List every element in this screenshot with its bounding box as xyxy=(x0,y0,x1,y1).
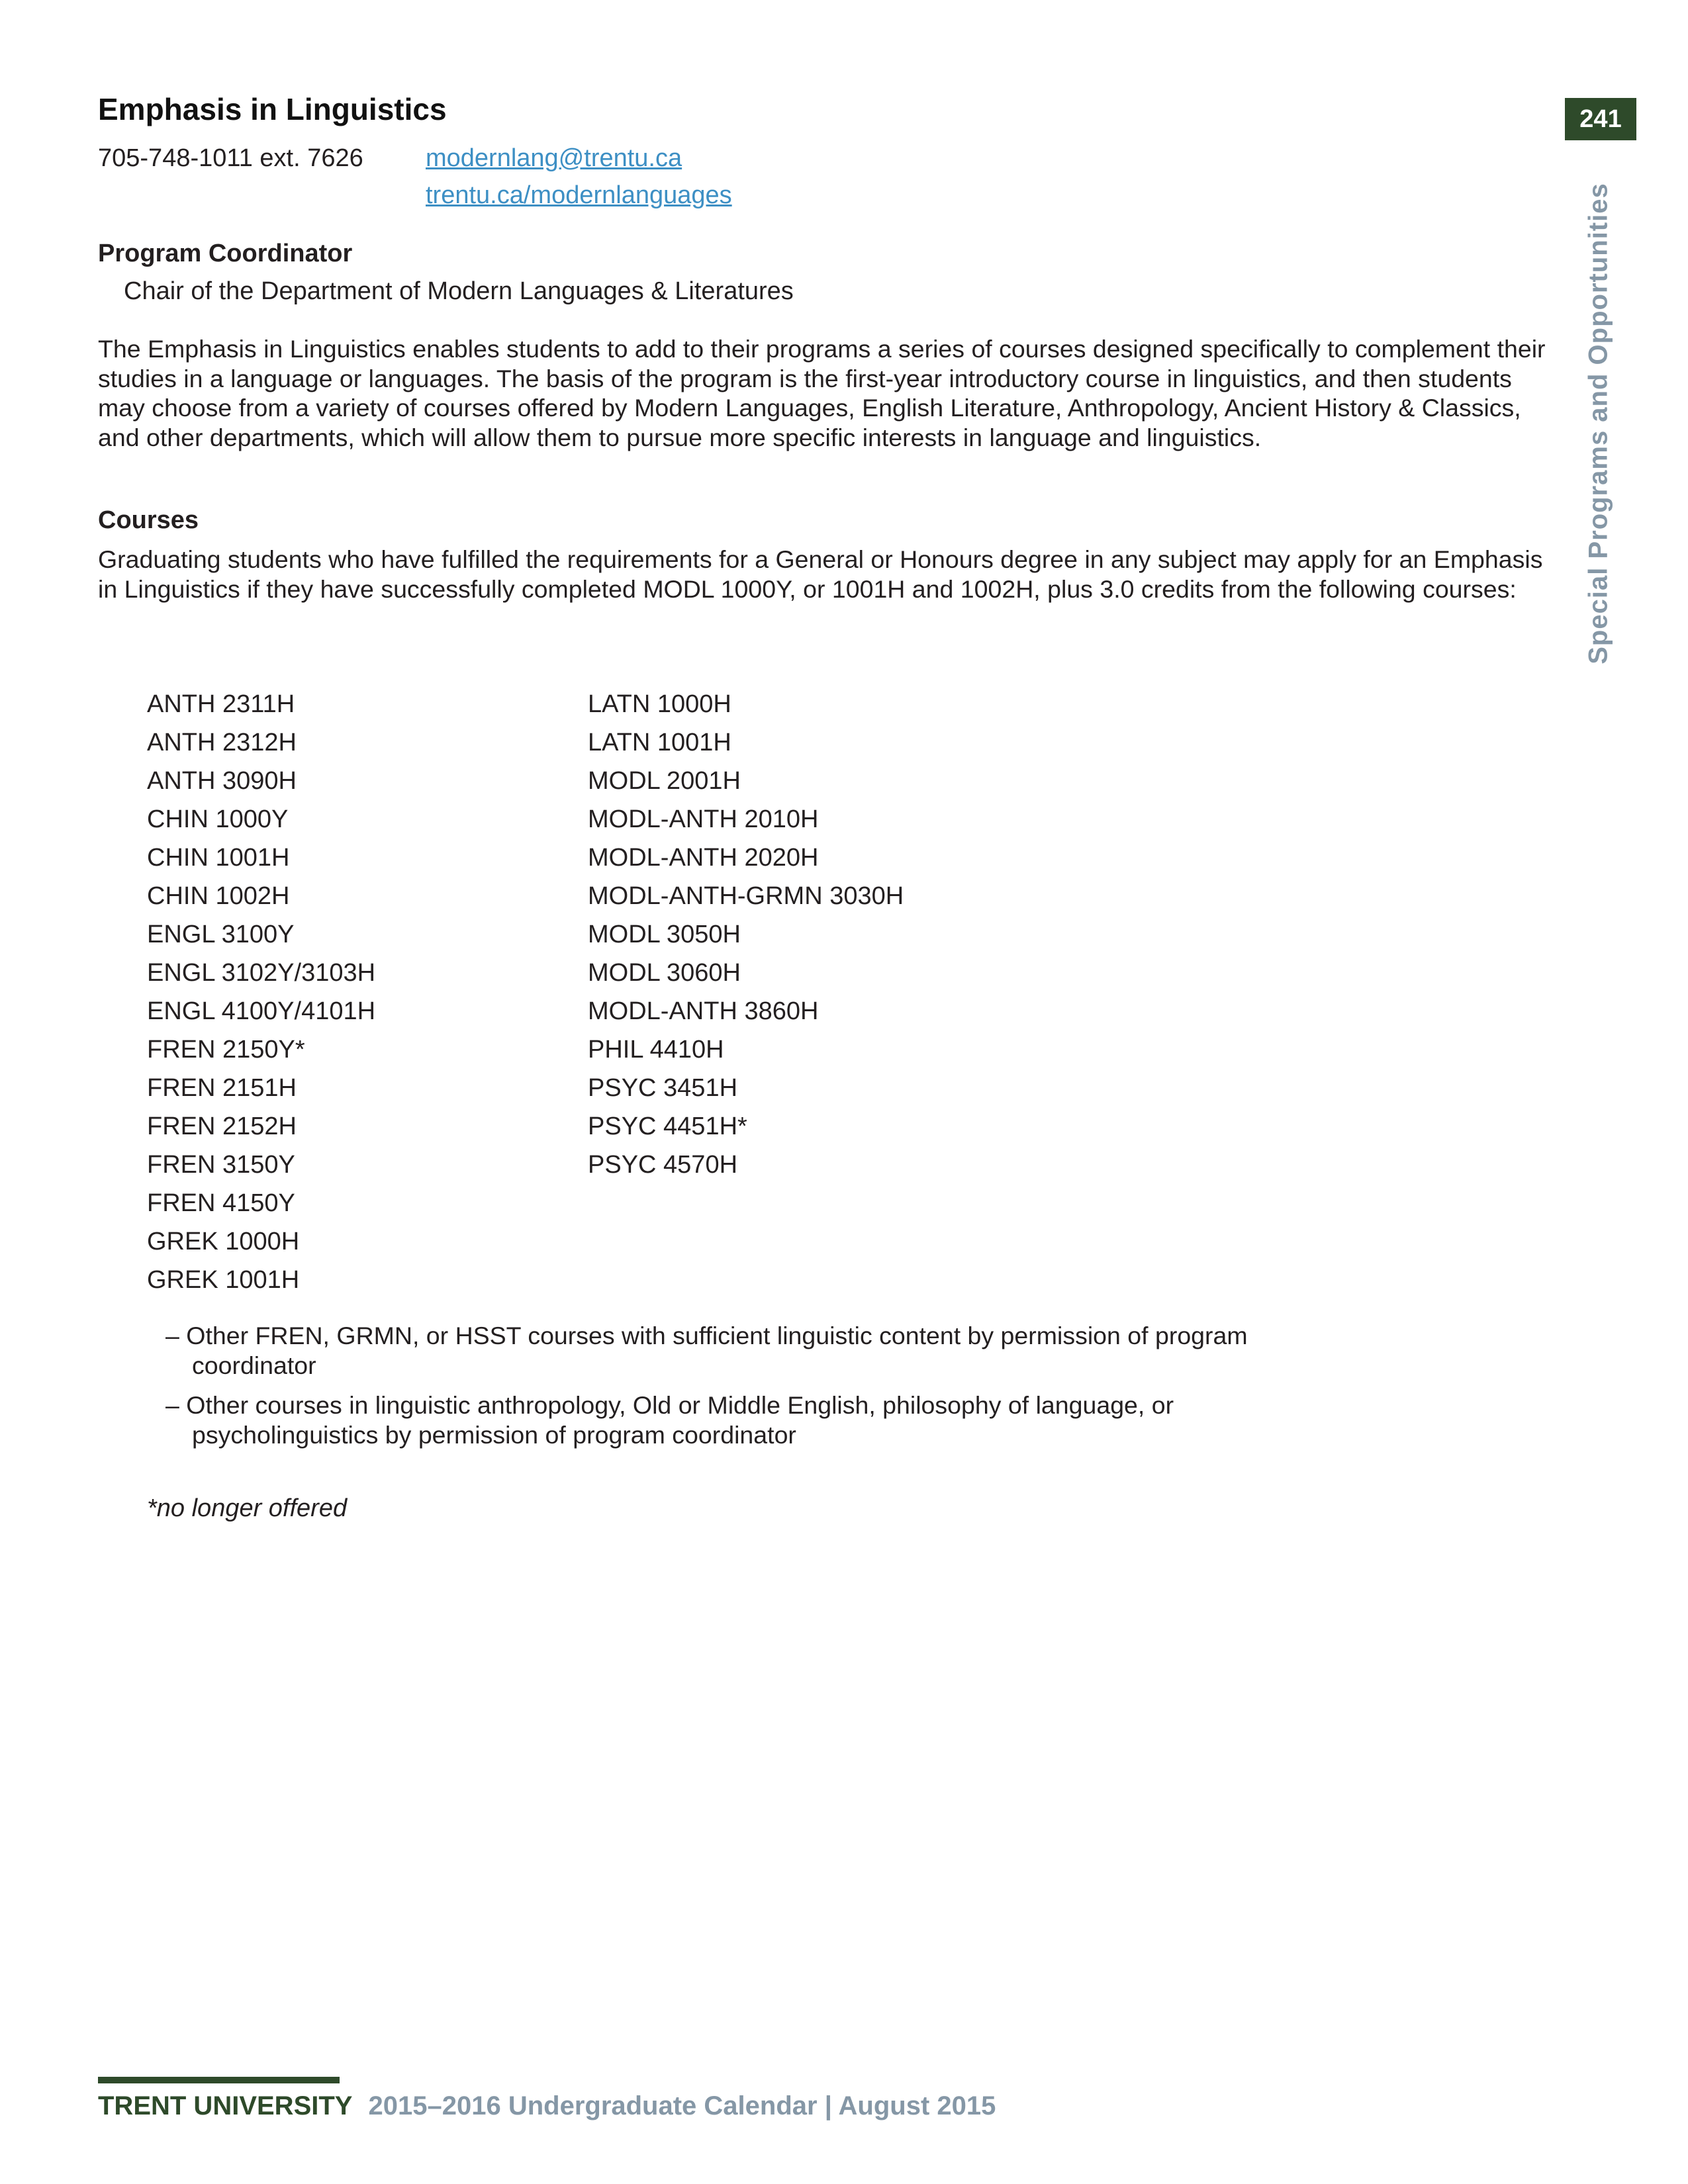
additional-course-notes xyxy=(165,1321,1357,1460)
course-item: ENGL 3102Y/3103H xyxy=(147,959,376,987)
course-item: ENGL 4100Y/4101H xyxy=(147,997,376,1025)
course-item: ANTH 2311H xyxy=(147,690,295,718)
section-side-label: Special Programs and Opportunities xyxy=(1583,183,1613,664)
footer-rule xyxy=(98,2077,340,2083)
intro-paragraph: The Emphasis in Linguistics enables students to add to their programs a series of courses designed specifically to complement their studies in a language or languages. The basis of the program is the first-year introductory course in linguistics, and then students may choose from a variety of courses offered by Modern Languages, English Literature, Anthropology, Ancient History & Classics, and other departments, which will allow them to pursue more specific interests in language and linguistics. xyxy=(98,335,1546,451)
courses-intro-paragraph: Graduating students who have fulfilled the requirements for a General or Honours degree in any subject may apply for an Emphasis in Linguistics if they have successfully completed MODL 1000Y, or 1001H and 1002H, plus 3.0 credits from the following courses: xyxy=(98,545,1543,603)
phone-number: 705-748-1011 ext. 7626 xyxy=(98,144,363,172)
course-item: PSYC 4570H xyxy=(588,1151,738,1179)
course-item: CHIN 1001H xyxy=(147,844,290,872)
footer xyxy=(98,2091,996,2121)
course-item: ANTH 2312H xyxy=(147,729,297,756)
course-item: CHIN 1002H xyxy=(147,882,290,910)
course-item: MODL-ANTH 2010H xyxy=(588,805,819,833)
courses-heading: Courses xyxy=(98,506,199,534)
course-item: FREN 4150Y xyxy=(147,1189,295,1217)
course-item: CHIN 1000Y xyxy=(147,805,289,833)
course-list-right xyxy=(588,685,904,1184)
course-item: FREN 2152H xyxy=(147,1113,297,1140)
course-item: ENGL 3100Y xyxy=(147,921,295,948)
course-list-left xyxy=(147,685,375,1299)
course-item: FREN 2151H xyxy=(147,1074,297,1102)
course-item: FREN 2150Y* xyxy=(147,1036,305,1064)
footer-university: TRENT UNIVERSITY xyxy=(98,2091,353,2120)
course-item: MODL 3050H xyxy=(588,921,741,948)
coordinator-name: Chair of the Department of Modern Languages & Literatures xyxy=(124,277,794,305)
course-item: LATN 1000H xyxy=(588,690,731,718)
course-item: MODL 2001H xyxy=(588,767,741,795)
course-item: PSYC 3451H xyxy=(588,1074,738,1102)
course-item: FREN 3150Y xyxy=(147,1151,295,1179)
footer-calendar: 2015–2016 Undergraduate Calendar | August 2015 xyxy=(368,2091,996,2120)
page-title: Emphasis in Linguistics xyxy=(98,92,447,126)
coordinator-heading: Program Coordinator xyxy=(98,240,353,267)
course-item: LATN 1001H xyxy=(588,729,731,756)
course-item: GREK 1000H xyxy=(147,1228,300,1255)
course-item: MODL 3060H xyxy=(588,959,741,987)
course-item: PHIL 4410H xyxy=(588,1036,724,1064)
website-link[interactable]: trentu.ca/modernlanguages xyxy=(426,181,732,209)
note-item: – Other FREN, GRMN, or HSST courses with sufficient linguistic content by permission of program coordinator xyxy=(165,1322,1248,1379)
note-item: – Other courses in linguistic anthropology, Old or Middle English, philosophy of language, or psycholinguistics by permission of program coordinator xyxy=(165,1391,1174,1449)
course-item: GREK 1001H xyxy=(147,1266,300,1294)
course-item: MODL-ANTH-GRMN 3030H xyxy=(588,882,904,910)
email-link[interactable]: modernlang@trentu.ca xyxy=(426,144,682,172)
course-item: MODL-ANTH 2020H xyxy=(588,844,819,872)
course-item: MODL-ANTH 3860H xyxy=(588,997,819,1025)
course-item: PSYC 4451H* xyxy=(588,1113,747,1140)
page-number-badge: 241 xyxy=(1565,98,1636,140)
course-item: ANTH 3090H xyxy=(147,767,297,795)
footnote: *no longer offered xyxy=(147,1494,348,1522)
